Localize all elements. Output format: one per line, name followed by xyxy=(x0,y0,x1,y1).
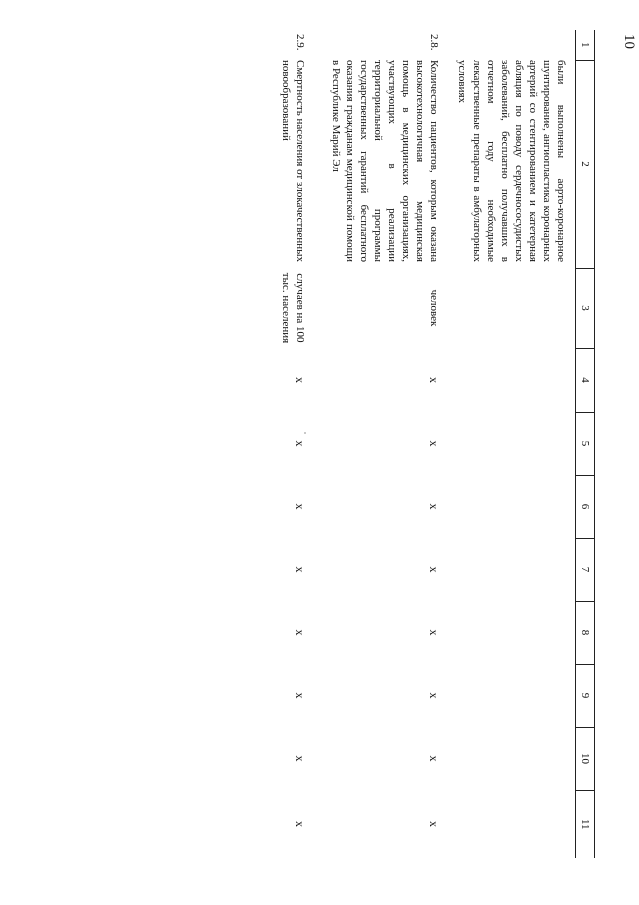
column-header-6: 6 xyxy=(576,475,595,538)
row-number xyxy=(441,30,575,60)
row-unit: случаев на 100 тыс. населения xyxy=(279,272,306,344)
row-indicator-name: Количество пациентов, которым оказана высокотехнологичная медицинская помощь в медицинских организациях, участвующих в реализации территориальной программы государственных гарантий бесплатного оказания гражданам медицинской помощи в Республике Марий Эл xyxy=(329,60,441,262)
row-value-col-9 xyxy=(441,664,575,727)
row-value-col-5 xyxy=(441,412,575,475)
row-value-col-7 xyxy=(441,538,575,601)
row-value-col-11: x xyxy=(427,821,442,827)
column-header-row xyxy=(576,30,595,858)
row-value-col-8 xyxy=(441,601,575,664)
row-value-col-6 xyxy=(441,475,575,538)
row-value-col-9: x xyxy=(427,692,442,699)
row-value-col-5: x xyxy=(427,440,442,447)
column-header-4: 4 xyxy=(576,348,595,412)
row-value-col-7: x xyxy=(427,566,442,573)
table-row-2-8 xyxy=(307,30,442,858)
row-indicator-name: Смертность населения от злокачественных новообразований xyxy=(279,60,306,263)
column-header-8: 8 xyxy=(576,601,595,664)
rotated-table-container xyxy=(105,30,595,858)
indicators-table xyxy=(277,30,595,858)
row-number: 2.9. xyxy=(293,34,306,51)
table-row-2-9 xyxy=(277,30,307,858)
row-value-col-6: x xyxy=(427,503,442,510)
column-header-1: 1 xyxy=(576,30,595,60)
column-header-10: 10 xyxy=(576,727,595,790)
column-header-9: 9 xyxy=(576,664,595,727)
page-number: 10 xyxy=(621,34,637,49)
column-header-11: 11 xyxy=(576,790,595,858)
row-value-col-6: x xyxy=(292,503,307,510)
table-row-continuation xyxy=(441,30,575,858)
row-unit xyxy=(441,268,575,348)
column-header-3: 3 xyxy=(576,268,595,348)
row-unit: человек xyxy=(428,289,441,327)
row-value-col-8: x xyxy=(427,629,442,636)
column-header-5: 5 xyxy=(576,412,595,475)
row-value-col-11: x xyxy=(292,821,307,827)
scan-speck xyxy=(304,432,306,434)
row-value-col-9: x xyxy=(292,692,307,699)
row-value-col-10 xyxy=(441,727,575,790)
row-number: 2.8. xyxy=(428,34,441,51)
row-value-col-8: x xyxy=(292,629,307,636)
row-value-col-5: x xyxy=(292,440,307,447)
column-header-7: 7 xyxy=(576,538,595,601)
row-value-col-7: x xyxy=(292,566,307,573)
row-value-col-4 xyxy=(441,348,575,412)
row-value-col-10: x xyxy=(427,755,442,762)
row-value-col-11 xyxy=(441,790,575,858)
row-value-col-4: x xyxy=(427,377,442,383)
row-indicator-name: были выполнены аорто-коронарное шунтирование, ангиопластика коронарных артерий со стентированием и катетерная абляция по поводу сердечнососудистых заболеваний, бесплатно получавших в отчетном году необходимые лекарственные препараты в амбулаторных условиях xyxy=(456,60,567,262)
column-header-2: 2 xyxy=(576,60,595,268)
row-value-col-4: x xyxy=(292,377,307,383)
row-value-col-10: x xyxy=(292,755,307,762)
